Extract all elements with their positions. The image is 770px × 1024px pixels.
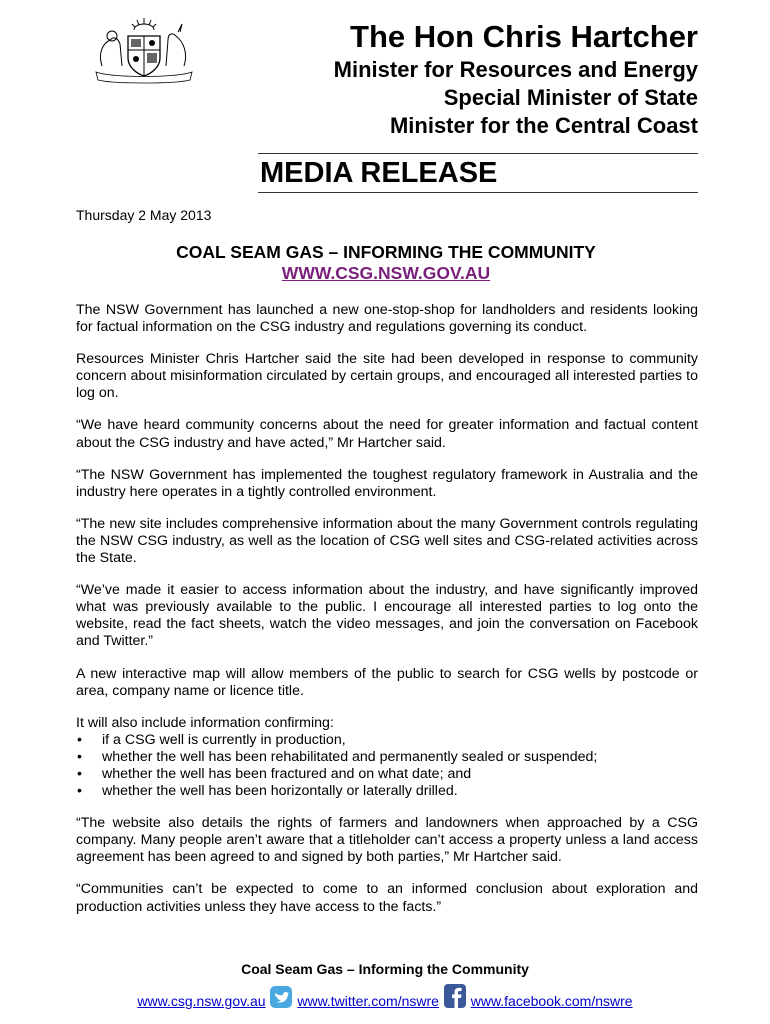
article-body [76, 302, 698, 931]
paragraph: The NSW Government has launched a new one-stop-shop for landholders and residents looking for factual information on the CSG industry and regulations governing its conduct. [76, 302, 698, 336]
header-divider [258, 192, 698, 193]
nsw-coat-of-arms-logo [92, 14, 196, 84]
minister-role: Minister for Resources and Energy [333, 57, 698, 82]
minister-header [334, 18, 698, 140]
minister-name: The Hon Chris Hartcher [350, 19, 698, 54]
paragraph: “We have heard community concerns about the need for greater information and factual content about the CSG industry and have acted,” Mr Hartcher said. [76, 417, 698, 451]
media-release-label: MEDIA RELEASE [260, 157, 498, 189]
headline-url-link[interactable]: WWW.CSG.NSW.GOV.AU [281, 263, 491, 283]
paragraph: “The new site includes comprehensive information about the many Government controls regulating the NSW CSG industry, as well as the location of CSG well sites and CSG-related activities across the State. [76, 515, 698, 567]
headline: COAL SEAM GAS – INFORMING THE COMMUNITY [176, 242, 596, 262]
list-item: • whether the well has been rehabilitated and permanently sealed or suspended; [76, 749, 698, 766]
minister-role: Minister for the Central Coast [389, 113, 698, 138]
facebook-link[interactable]: www.facebook.com/nswre [470, 993, 633, 1009]
facebook-icon[interactable] [443, 983, 467, 1009]
footer-title: Coal Seam Gas – Informing the Community [241, 961, 529, 977]
minister-role: Special Minister of State [443, 85, 698, 110]
paragraph: Resources Minister Chris Hartcher said the site had been developed in response to community concern about misinformation circulated by certain groups, and encouraged all interested parties to log on. [76, 351, 698, 402]
list-item: • whether the well has been horizontally or laterally drilled. [76, 783, 698, 800]
website-link[interactable]: www.csg.nsw.gov.au [137, 993, 266, 1009]
paragraph: A new interactive map will allow members of the public to search for CSG wells by postcode or area, company name or licence title. [76, 665, 698, 699]
bullet-list [76, 732, 698, 800]
release-date: Thursday 2 May 2013 [76, 207, 212, 223]
list-item: • whether the well has been fractured and on what date; and [76, 766, 698, 783]
headline-block [76, 242, 696, 284]
twitter-icon[interactable] [269, 985, 293, 1009]
footer-links [0, 983, 770, 1009]
paragraph: “We’ve made it easier to access information about the industry, and have significantly improved what was previously available to the public. I encourage all interested parties to log onto the website, read the fact sheets, watch the video messages, and join the conversation on Facebook and Twitter.” [76, 582, 698, 650]
paragraph: “Communities can’t be expected to come to an informed conclusion about exploration and production activities unless they have access to the facts.” [76, 881, 698, 915]
paragraph: “The website also details the rights of farmers and landowners when approached by a CSG company. Many people aren’t aware that a titleholder can’t access a property unless a land access agreement has been agreed to and signed by both parties,” Mr Hartcher said. [76, 815, 698, 866]
twitter-link[interactable]: www.twitter.com/nswre [297, 993, 439, 1009]
paragraph: “The NSW Government has implemented the toughest regulatory framework in Australia and the industry here operates in a tightly controlled environment. [76, 466, 698, 500]
list-intro: It will also include information confirming: [76, 714, 334, 731]
list-item: • if a CSG well is currently in production, [76, 732, 698, 749]
